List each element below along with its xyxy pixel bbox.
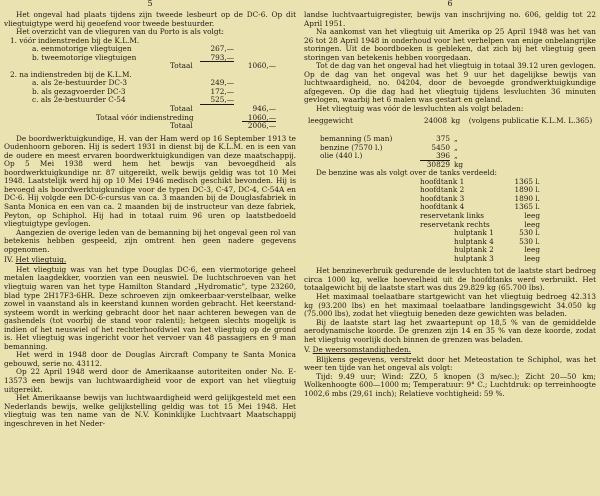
load-row: leeggewicht 24008 kg (volgens publicatie K.L.M. L.365) xyxy=(308,115,593,125)
subtotal-row: Totaal 1060,— xyxy=(170,62,276,71)
paragraph: Blijkens gegevens, verstrekt door het Meteostation te Schiphol, was het weer ten tijde van het ongeval als volgt: xyxy=(304,354,596,373)
paragraph: Het overzicht van de vlieguren van du Porto is als volgt: xyxy=(16,27,224,37)
tank-row: hoofdtank 4 1365 l. xyxy=(420,203,540,212)
section-label: 1. vóór indienstreden bij de K.L.M. xyxy=(10,36,140,45)
section-heading: V. De weersomstandigheden. xyxy=(304,345,412,355)
tank-row: hoofdtank 3 1890 l. xyxy=(420,194,540,203)
paragraph: Het werd in 1948 door de Douglas Aircraft Company te Santa Monica gebouwd, serie no. 43112. xyxy=(4,350,296,368)
paragraph: landse luchtvaartuigregister, bewijs van inschrijving no. 606, geldig tot 22 April 1951. xyxy=(304,10,596,28)
tank-row: hulptank 2 leeg xyxy=(454,246,540,255)
load-row: olie (440 l.) 396 „ xyxy=(320,152,458,161)
tank-row: hoofdtank 2 1890 l. xyxy=(420,186,540,195)
table-row: c. als 2e-bestuurder C-54 525,— xyxy=(32,96,234,105)
paragraph: Het vliegtuig was vóór de lesvluchten als volgt beladen: xyxy=(316,104,524,114)
table-row: b. als gezagvoerder DC-3 172,— xyxy=(32,87,234,96)
tank-row: hulptank 1 530 l. xyxy=(454,229,540,238)
paragraph: De boordwerktuigkundige, H. van der Ham werd op 16 September 1913 te Oudenhoorn geboren. Hij is sedert 1931 in dienst bij de K.L.M. en is een van de oudere en meest ervaren boordwerktuigkundigen van deze maatschappij. Op 5 Mei 1938 werd hem het bewijs van bevoegdheid als boordwerktuigkundige nr. 87 uitgereikt, welk bewijs geldig was tot 10 Mei 1948. Laatstelijk werd hij op 10 Mei 1946 medisch geschikt bevonden. Hij is bevoegd als boordwerktuigkundige voor de typen DC-3, C-47, DC-4, C-54A en DC-6. Hij volgde een DC-6-cursus van ca. 3 maanden bij de Douglasfabriek in Santa Monica en een van ca. 2 maanden bij de instructeur van deze fabriek, Peyton, op Schiphol. Hij had in totaal ruim 96 uren op laatstbedoeld vliegtuigtype gevlogen. xyxy=(4,133,296,229)
load-total-row: 30829 kg xyxy=(426,160,464,169)
paragraph: Aangezien de overige leden van de bemanning bij het ongeval geen rol van betekenis hebben gespeeld, zijn omtrent hen geen nadere gegevens opgenomen. xyxy=(4,227,296,254)
table-row: a. eenmotorige vliegtuigen 267,— xyxy=(32,45,234,54)
paragraph: Na aankomst van het vliegtuig uit Amerika op 25 April 1948 was het van 26 tot 28 April 1948 in onderhoud voor het verhelpen van enige onbelangrijke storingen. Uit de boordboeken is gebleken, dat zich bij het vliegtuig geen storingen van betekenis hebben voorgedaan. xyxy=(304,27,596,62)
tank-row: hoofdtank 1 1365 l. xyxy=(420,177,540,186)
paragraph: Het ongeval had plaats tijdens zijn tweede lesbeurt op de DC-6. Op dit vliegtuigtype werd hij geoefend voor tweede bestuurder. xyxy=(4,10,296,28)
page-number: 6 xyxy=(447,0,453,8)
paragraph: De benzine was als volgt over de tanks verdeeld: xyxy=(316,168,497,178)
paragraph: Het benzineverbruik gedurende de lesvluchten tot de laatste start bedroeg circa 1000 kg, welke hoeveelheid uit de hoofdtanks werd verbruikt. Het totaalgewicht bij de laatste start was dus 29.829 kg (65.700 lbs). xyxy=(304,266,596,293)
table-row: a. als 2e-bestuurder DC-3 249,— xyxy=(32,79,234,88)
paragraph: Tot de dag van het ongeval had het vliegtuig in totaal 39.12 uren gevlogen. Op de dag van het ongeval was het 9 uur het dagelijkse bewijs van luchtwaardigheid, no. 04204, door de bevoegde grondwerktuigkundige afgegeven. Op die dag had het vliegtuig tijdens lesvluchten 36 minuten gevlogen, waarbij het 6 malen was gestart en geland. xyxy=(304,61,596,105)
paragraph: Bij de laatste start lag het zwaartepunt op 18,5 % van de gemiddelde aerodynamische koorde. De grenzen zijn 14 en 35 % van deze koorde, zodat het vliegtuig voorlijk doch binnen de grenzen was beladen. xyxy=(304,317,596,344)
tank-row: hulptank 3 leeg xyxy=(454,254,540,263)
tank-row: reservetank rechts leeg xyxy=(420,220,540,229)
load-row: benzine (7570 l.) 5450 „ xyxy=(320,143,458,152)
section-label: 2. na indienstreden bij de K.L.M. xyxy=(10,70,132,79)
page-5-column xyxy=(4,0,296,428)
paragraph: Tijd: 9.49 uur; Wind: ZZO, 5 knopen (3 m/sec.); Zicht 20—50 km; Wolkenhoogte 600—1000 m; Temperatuur: 9° C.; Luchtdruk: op terreinhoogte 1002,6 mbs (29,61 inch); Relatieve vochtigheid: 59 %. xyxy=(304,371,596,398)
tank-row: hulptank 4 530 l. xyxy=(454,237,540,246)
paragraph: Het vliegtuig was van het type Douglas DC-6, een viermotorige geheel metalen laagdekker, voorzien van een neuswiel. De luchtschroeven van het vliegtuig waren van het type Hamilton Standard „Hydromatic", type 23260, blad type 2H17F3-6HR. Deze schroeven zijn omkeerbaar-verstelbaar, welke zowel in vaanstand als in keerstand kunnen worden gebracht. Het keerstand-systeem wordt in werking gebracht door het naar achteren bewegen van de gashendels (tot voorbij de stand voor ralenti); hetgeen slechts mogelijk is indien of het neuswiel of het rechterhoofdwiel van het vliegtuig op de grond is. Het vliegtuig was ingericht voor het vervoer van 48 passagiers en 9 man bemanning. xyxy=(4,264,296,351)
paragraph: Het Amerikaanse bewijs van luchtwaardigheid werd gelijkgesteld met een Nederlands bewijs, welke gelijkstelling geldig was tot 15 Mei 1948. Het vliegtuig was ten name van de N.V. Koninklijke Luchtvaart Maatschappij ingeschreven in het Neder- xyxy=(4,393,296,428)
grand-total-row: Totaal 2006,— xyxy=(170,122,276,131)
section-heading: IV. Het vliegtuig. xyxy=(4,255,67,265)
page-number: 5 xyxy=(147,0,153,8)
paragraph: Op 22 April 1948 werd door de Amerikaanse autoriteiten onder No. E-13573 een bewijs van luchtwaardigheid voor de export van het vliegtuig uitgereikt. xyxy=(4,367,296,394)
tank-row: reservetank links leeg xyxy=(420,212,540,221)
table-row: b. tweemotorige vliegtuigen 793,— xyxy=(32,53,234,62)
subtotal-row: Totaal 946,— xyxy=(170,105,276,114)
load-row: bemanning (5 man) 375 „ xyxy=(320,135,458,144)
subtotal-row: Totaal vóór indienstreding 1060,— xyxy=(96,113,276,122)
page-6-column xyxy=(304,0,596,399)
paragraph: Het maximaal toelaatbare startgewicht van het vliegtuig bedroeg 42.313 kg (93.200 lbs) en het maximaal toelaatbare landingsgewicht 34.050 kg (75.000 lbs), zodat het vliegtuig beneden deze gewichten was beladen. xyxy=(304,291,596,319)
